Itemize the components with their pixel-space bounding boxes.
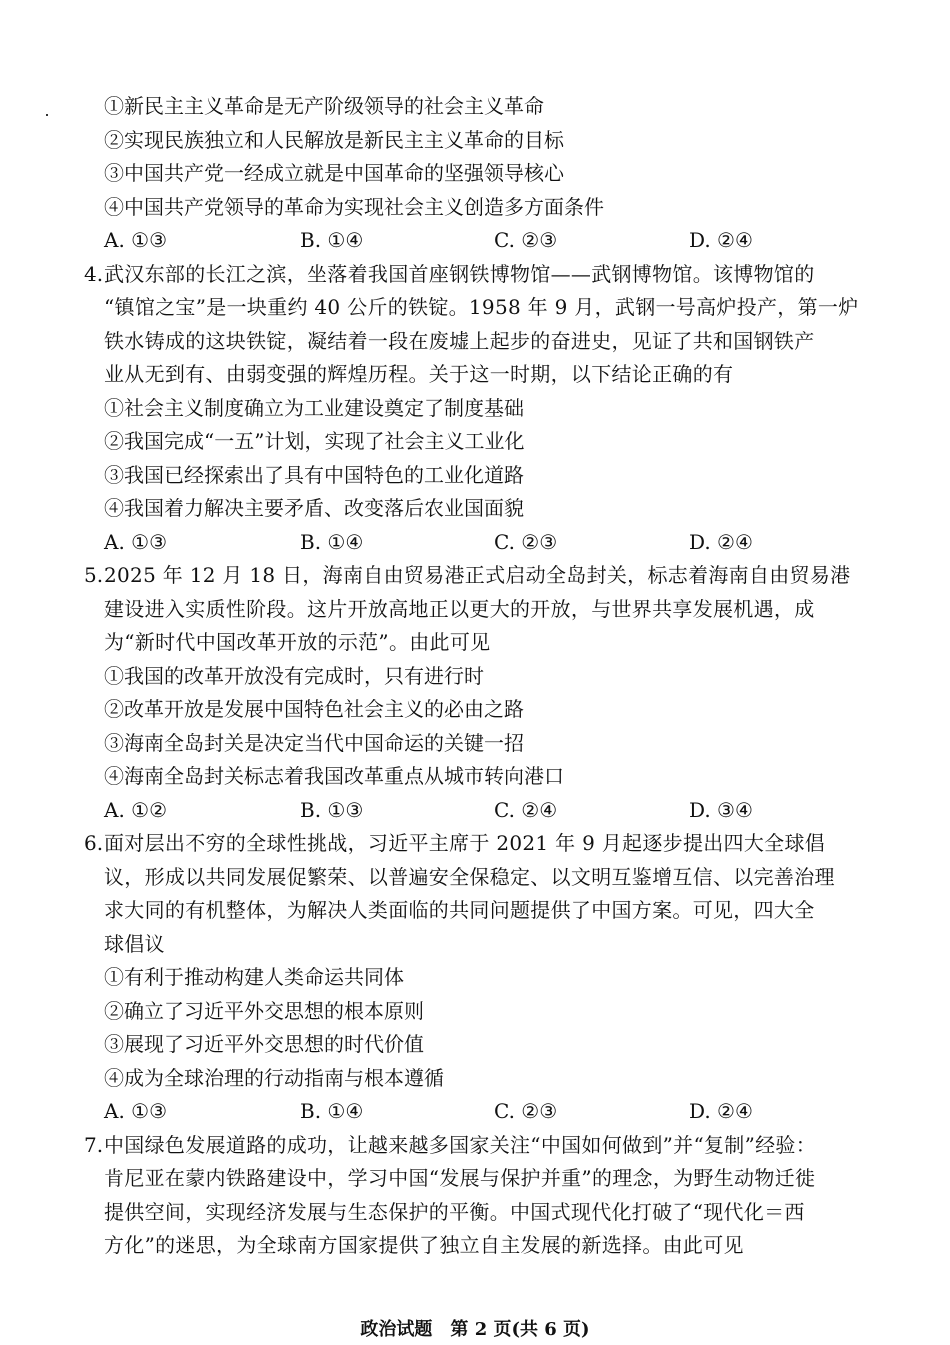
q6-item-3: ③展现了习近平外交思想的时代价值 [104, 1032, 424, 1056]
scan-speck [46, 114, 48, 116]
q4-option-c[interactable]: C. ②③ [494, 530, 558, 554]
q6-stem-line-2: 议，形成以共同发展促繁荣、以普遍安全保稳定、以文明互鉴增互信、以完善治理 [104, 865, 835, 889]
q5-option-c[interactable]: C. ②④ [494, 798, 558, 822]
q6-stem-line-4: 球倡议 [104, 932, 165, 956]
q4-item-4: ④我国着力解决主要矛盾、改变落后农业国面貌 [104, 496, 524, 520]
q4-option-a[interactable]: A. ①③ [104, 530, 168, 554]
q6-option-d[interactable]: D. ②④ [689, 1099, 753, 1123]
q6-stem-line-1: 面对层出不穷的全球性挑战，习近平主席于 2021 年 9 月起逐步提出四大全球倡 [104, 831, 826, 855]
q5-option-a[interactable]: A. ①② [104, 798, 168, 822]
q4-stem-line-4: 业从无到有、由弱变强的辉煌历程。关于这一时期，以下结论正确的有 [104, 362, 734, 386]
q5-stem-line-1: 2025 年 12 月 18 日，海南自由贸易港正式启动全岛封关，标志着海南自由贸易港 [104, 563, 851, 587]
q6-number: 6. [84, 831, 104, 855]
q3-option-d[interactable]: D. ②④ [689, 228, 753, 252]
q3-option-a[interactable]: A. ①③ [104, 228, 168, 252]
q5-item-2: ②改革开放是发展中国特色社会主义的必由之路 [104, 697, 524, 721]
q7-number: 7. [84, 1133, 104, 1157]
q6-item-4: ④成为全球治理的行动指南与根本遵循 [104, 1066, 444, 1090]
q5-number: 5. [84, 563, 104, 587]
q4-stem-line-2: “镇馆之宝”是一块重约 40 公斤的铁锭。1958 年 9 月，武钢一号高炉投产，第一炉 [104, 295, 859, 319]
q3-item-1: ①新民主主义革命是无产阶级领导的社会主义革命 [104, 94, 544, 118]
q5-stem-line-2: 建设进入实质性阶段。这片开放高地正以更大的开放，与世界共享发展机遇，成 [104, 597, 815, 621]
q6-option-b[interactable]: B. ①④ [300, 1099, 364, 1123]
q3-option-b[interactable]: B. ①④ [300, 228, 364, 252]
q7-stem-line-4: 方化”的迷思，为全球南方国家提供了独立自主发展的新选择。由此可见 [104, 1233, 744, 1257]
q3-options [104, 227, 804, 253]
q3-item-4: ④中国共产党领导的革命为实现社会主义创造多方面条件 [104, 195, 604, 219]
q5-item-3: ③海南全岛封关是决定当代中国命运的关键一招 [104, 731, 524, 755]
q5-stem-line-3: 为“新时代中国改革开放的示范”。由此可见 [104, 630, 491, 654]
page-footer: 政治试题 第 2 页(共 6 页) [360, 1319, 590, 1340]
q5-item-4: ④海南全岛封关标志着我国改革重点从城市转向港口 [104, 764, 564, 788]
q6-options [104, 1098, 804, 1124]
q7-stem-line-2: 肯尼亚在蒙内铁路建设中，学习中国“发展与保护并重”的理念，为野生动物迁徙 [104, 1166, 816, 1190]
q6-option-a[interactable]: A. ①③ [104, 1099, 168, 1123]
q5-item-1: ①我国的改革开放没有完成时，只有进行时 [104, 664, 484, 688]
q6-item-1: ①有利于推动构建人类命运共同体 [104, 965, 404, 989]
q4-options [104, 529, 804, 555]
q6-item-2: ②确立了习近平外交思想的根本原则 [104, 999, 424, 1023]
q4-stem-line-3: 铁水铸成的这块铁锭，凝结着一段在废墟上起步的奋进史，见证了共和国钢铁产 [104, 329, 815, 353]
q4-option-b[interactable]: B. ①④ [300, 530, 364, 554]
q7-stem-line-1: 中国绿色发展道路的成功，让越来越多国家关注“中国如何做到”并“复制”经验： [104, 1133, 816, 1157]
q6-stem-line-3: 求大同的有机整体，为解决人类面临的共同问题提供了中国方案。可见，四大全 [104, 898, 815, 922]
q6-option-c[interactable]: C. ②③ [494, 1099, 558, 1123]
q5-options [104, 797, 804, 823]
q4-stem-line-1: 武汉东部的长江之滨，坐落着我国首座钢铁博物馆——武钢博物馆。该博物馆的 [104, 262, 815, 286]
q4-item-2: ②我国完成“一五”计划，实现了社会主义工业化 [104, 429, 525, 453]
q4-item-3: ③我国已经探索出了具有中国特色的工业化道路 [104, 463, 524, 487]
q5-option-d[interactable]: D. ③④ [689, 798, 753, 822]
q4-item-1: ①社会主义制度确立为工业建设奠定了制度基础 [104, 396, 524, 420]
q5-option-b[interactable]: B. ①③ [300, 798, 364, 822]
q7-stem-line-3: 提供空间，实现经济发展与生态保护的平衡。中国式现代化打破了“现代化＝西 [104, 1200, 805, 1224]
q4-option-d[interactable]: D. ②④ [689, 530, 753, 554]
q3-option-c[interactable]: C. ②③ [494, 228, 558, 252]
q4-number: 4. [84, 262, 104, 286]
q3-item-3: ③中国共产党一经成立就是中国革命的坚强领导核心 [104, 161, 564, 185]
q3-item-2: ②实现民族独立和人民解放是新民主主义革命的目标 [104, 128, 564, 152]
